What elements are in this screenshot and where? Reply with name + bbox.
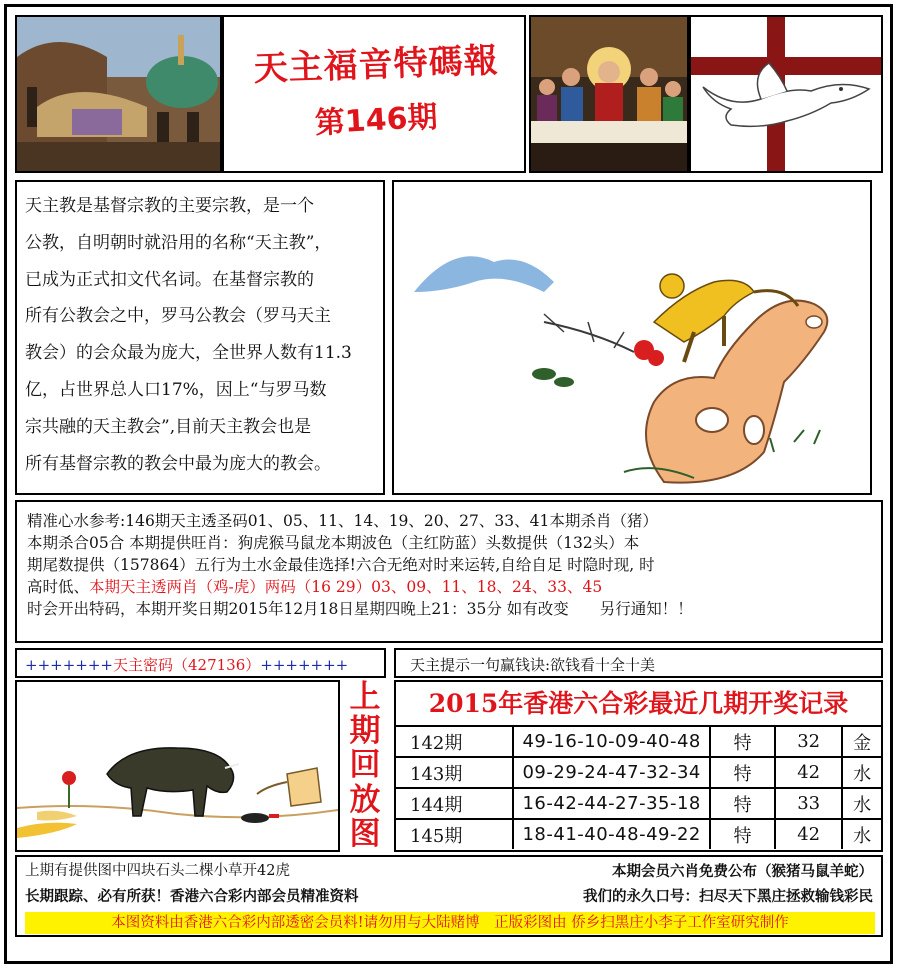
article-line: 已成为正式扣文代名词。在基督宗教的 (25, 269, 314, 290)
numbers-cell: 16-42-44-27-35-18 (513, 788, 710, 819)
table-row (396, 757, 881, 788)
plus-divider: +++++++ (25, 656, 113, 674)
special-number-cell: 42 (775, 757, 842, 788)
reference-line: 时会开出特码，本期开奖日期2015年12月18日星期四晚上21：35分 如有改变 另行通知！！ (27, 600, 693, 618)
special-label-cell: 特 (710, 819, 775, 849)
footer-row (25, 859, 873, 884)
numbers-cell: 49-16-10-09-40-48 (513, 727, 710, 757)
last-supper-image (529, 15, 689, 173)
article-line: 亿，占世界总人口17%，因上“与罗马数 (25, 379, 327, 400)
element-cell: 水 (842, 819, 881, 849)
plus-divider: +++++++ (260, 656, 349, 674)
reference-line: 期尾数提供（157864）五行为土水金最佳选择!六合无绝对时来运转,自给自足 时隐时现, 时 (27, 556, 655, 574)
period-cell: 142期 (396, 727, 513, 757)
table-row (396, 727, 881, 757)
special-number-cell: 32 (775, 727, 842, 757)
lottery-results-panel (394, 680, 883, 852)
boar-illustration (15, 680, 340, 852)
element-cell: 水 (842, 788, 881, 819)
special-label-cell: 特 (710, 788, 775, 819)
article-line: 公教，自明朝时就沿用的名称“天主教”， (25, 232, 332, 253)
article-line: 所有基督宗教的教会中最为庞大的教会。 (25, 453, 331, 474)
table-row (396, 819, 881, 849)
footer-text: 长期跟踪、必有所获！香港六合彩内部会员精准资料 (25, 888, 359, 905)
period-cell: 145期 (396, 819, 513, 849)
cathedral-image (15, 15, 222, 173)
reference-text: 高时低、 (27, 578, 90, 596)
secret-code-label: 天主密码（427136） (112, 656, 261, 674)
reference-line: 精准心水参考:146期天主透圣码01、05、11、14、19、20、27、33、41本期杀肖（猪） (27, 512, 658, 530)
footer-text: 本期会员六肖免费公布（猴猪马鼠羊蛇） (612, 863, 873, 880)
footer-row (25, 884, 873, 909)
highlighted-prediction: 本期天主透两肖（鸡-虎）两码（16 29）03、09、11、18、24、33、45 (89, 578, 603, 596)
element-cell: 金 (842, 727, 881, 757)
recap-char: 回 (349, 747, 381, 784)
special-number-cell: 33 (775, 788, 842, 819)
results-title: 2015年香港六合彩最近几期开奖记录 (396, 682, 881, 727)
footer-disclaimer: 本图资料由香港六合彩内部透密会员料!请勿用与大陆赌博 正版彩图由 侨乡扫黑庄小李子工作室研究制作 (25, 912, 875, 934)
reference-section (15, 500, 883, 643)
masthead-title: 天主福音特碼報 (252, 40, 500, 90)
numbers-cell: 18-41-40-48-49-22 (513, 819, 710, 849)
issue-number: 第146期 (314, 99, 439, 142)
period-cell: 144期 (396, 788, 513, 819)
recap-vertical-label (340, 680, 390, 852)
period-cell: 143期 (396, 757, 513, 788)
article-line: 教会）的会众最为庞大，全世界人数有11.3 (25, 343, 352, 364)
article-text (15, 180, 385, 495)
monkey-rock-illustration (392, 180, 872, 495)
footer-text: 我们的永久口号：扫尽天下黑庄拯救输钱彩民 (583, 888, 873, 905)
special-label-cell: 特 (710, 757, 775, 788)
recap-char: 期 (349, 713, 381, 750)
footer-text: 上期有提供图中四块石头二棵小草开42虎 (25, 863, 290, 879)
numbers-cell: 09-29-24-47-32-34 (513, 757, 710, 788)
tip-bar: 天主提示一句赢钱诀:欲钱看十全十美 (394, 648, 883, 678)
reference-line: 本期杀合05合 本期提供旺肖：狗虎猴马鼠龙本期波色（主红防蓝）头数提供（132头）本 (27, 534, 640, 552)
article-line: 所有公教会之中，罗马公教会（罗马天主 (25, 306, 331, 327)
recap-char: 图 (349, 816, 381, 853)
cross-dove-image (689, 15, 883, 173)
reference-line (27, 576, 871, 598)
table-row (396, 788, 881, 819)
special-number-cell: 42 (775, 819, 842, 849)
results-table (396, 727, 881, 849)
article-line: 天主教是基督宗教的主要宗教，是一个 (25, 196, 314, 216)
recap-char: 放 (349, 781, 381, 818)
footer (15, 855, 883, 937)
secret-code-bar (15, 648, 386, 678)
element-cell: 水 (842, 757, 881, 788)
recap-char: 上 (349, 678, 381, 715)
masthead (222, 15, 526, 173)
article-line: 宗共融的天主教会”,目前天主教会也是 (25, 416, 312, 437)
special-label-cell: 特 (710, 727, 775, 757)
